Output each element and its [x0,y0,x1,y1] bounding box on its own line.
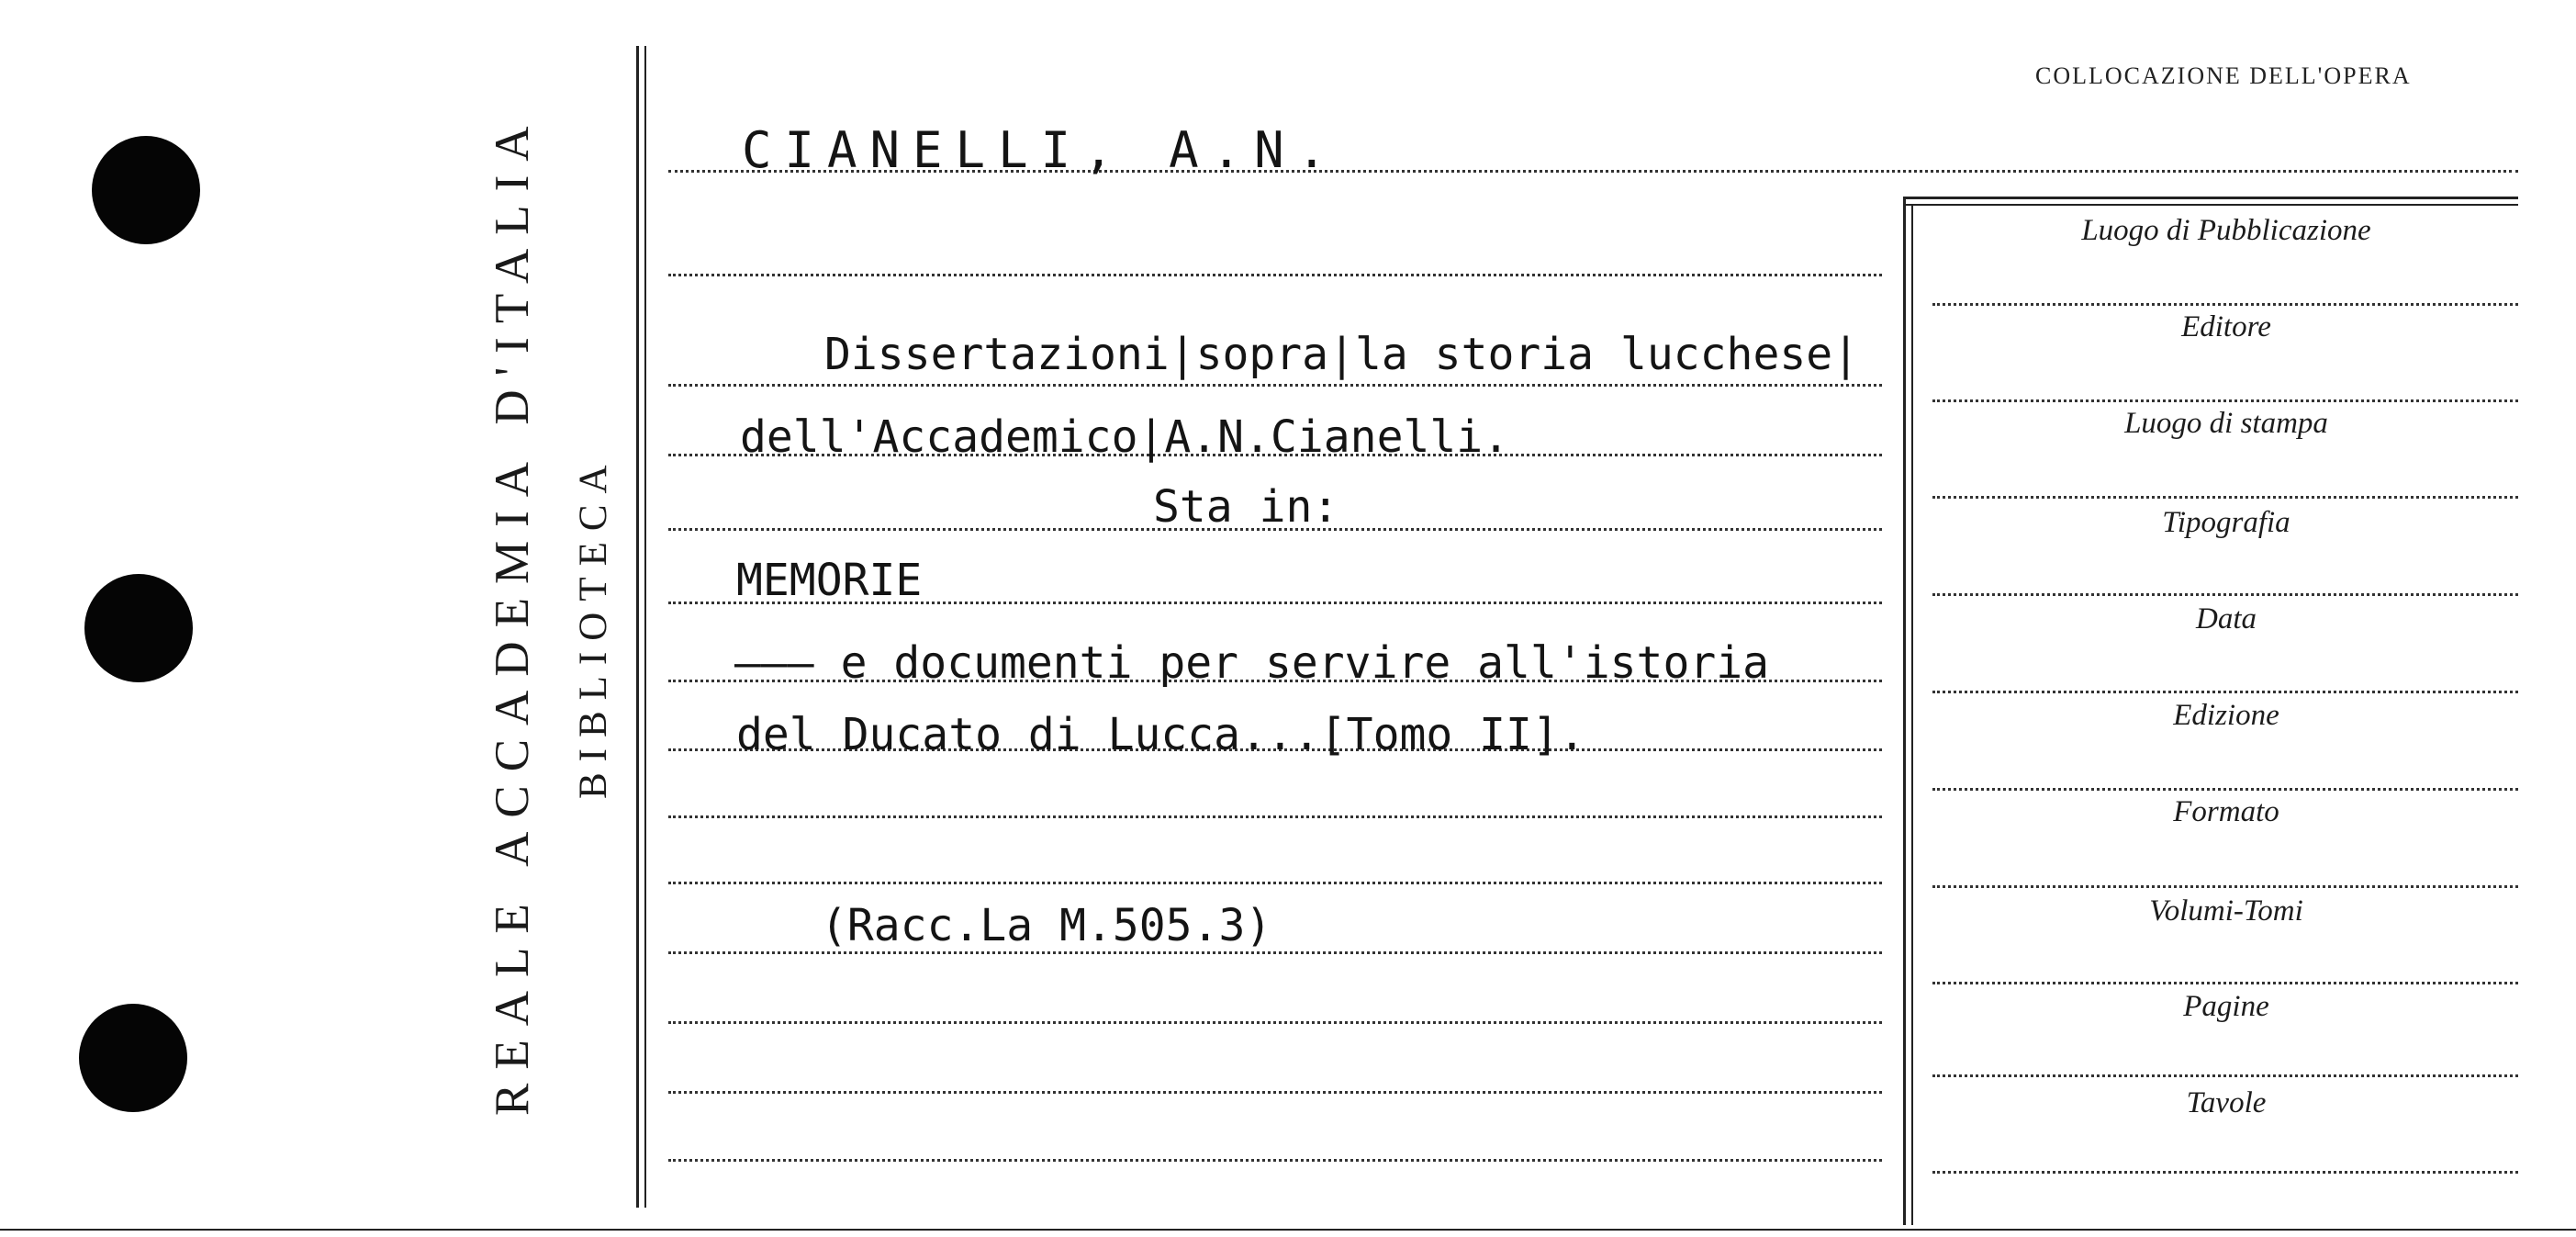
field-formato: Formato [2173,795,2279,828]
field-line [1932,1171,2518,1174]
library-heading: BIBLIOTECA [572,454,615,799]
source-title-line-2: ——— e documenti per servire all'istoria [734,637,1770,689]
title-line-2: dell'Accademico|A.N.Cianelli. [740,411,1510,463]
field-edizione: Edizione [2173,699,2279,732]
author-heading: CIANELLI, A.N. [742,121,1340,179]
writing-line [668,815,1882,818]
writing-line [668,384,1882,387]
writing-line [668,951,1882,954]
shelf-mark-line: (Racc.La M.505.3) [821,900,1272,951]
field-pagine: Pagine [2183,990,2269,1023]
punch-hole-middle [84,574,193,682]
punch-hole-top [92,136,200,244]
field-line [1932,303,2518,306]
panel-left-rule [1903,197,1906,1225]
writing-line [668,274,1882,276]
institution-heading: REALE ACCADEMIA D'ITALIA [486,112,539,1116]
field-line [1932,691,2518,693]
field-volumi-tomi: Volumi-Tomi [2149,894,2303,928]
field-data: Data [2196,602,2257,635]
title-line-1: Dissertazioni|sopra|la storia lucchese| [824,329,1860,380]
field-line [1932,593,2518,596]
margin-rule-inner [644,46,646,1208]
writing-line [668,1021,1882,1024]
field-tavole: Tavole [2186,1086,2267,1119]
panel-top-rule [1903,197,2518,199]
field-editore: Editore [2181,310,2271,343]
punch-hole-bottom [79,1004,187,1112]
field-line [1932,885,2518,888]
field-luogo-stampa: Luogo di stampa [2124,407,2328,440]
source-intro-line: Sta in: [1153,481,1339,533]
field-line [1932,788,2518,791]
writing-line [668,1091,1882,1094]
panel-top-rule-inner [1903,204,2518,206]
source-title-line-1: MEMORIE [736,555,923,606]
field-tipografia: Tipografia [2162,506,2290,539]
field-luogo-pubblicazione: Luogo di Pubblicazione [2081,214,2371,247]
card-bottom-edge [0,1229,2576,1231]
field-line [1932,982,2518,984]
writing-line [668,1159,1882,1162]
source-title-line-3: del Ducato di Lucca...[Tomo II]. [736,709,1585,760]
collocazione-label: COLLOCAZIONE DELL'OPERA [2035,62,2412,89]
writing-line [668,882,1882,884]
margin-rule-outer [636,46,639,1208]
field-line [1932,1074,2518,1077]
field-line [1932,496,2518,499]
field-line [1932,399,2518,402]
